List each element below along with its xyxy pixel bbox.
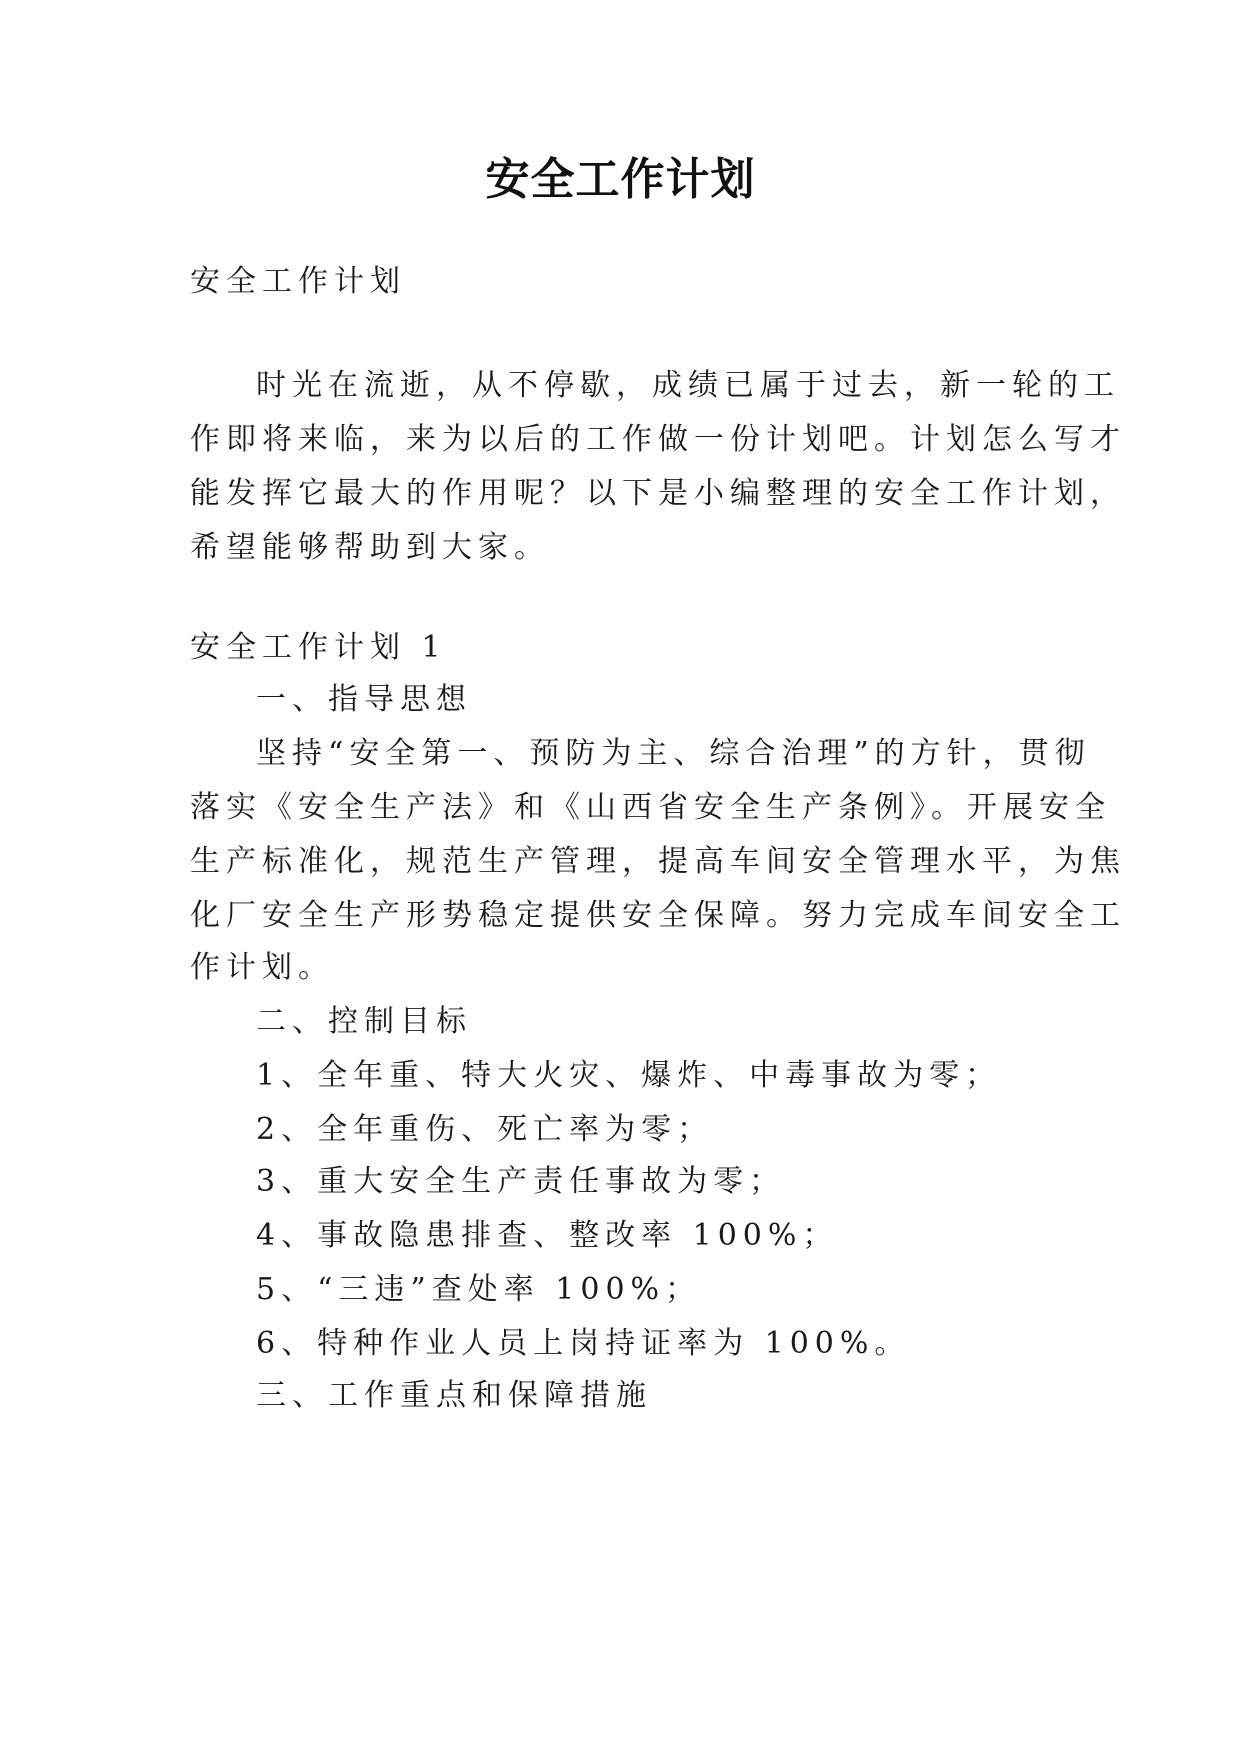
part1-body-line-4: 化厂安全生产形势稳定提供安全保障。努力完成车间安全工 [190, 898, 1126, 933]
part1-body-line-5: 作计划。 [190, 950, 334, 985]
section-heading: 安全工作计划 1 [190, 630, 447, 665]
document-subtitle: 安全工作计划 [190, 264, 406, 299]
target-item-4: 4、事故隐患排查、整改率 100%； [256, 1218, 839, 1253]
target-item-1: 1、全年重、特大火灾、爆炸、中毒事故为零； [256, 1058, 1002, 1093]
target-item-5: 5、“三违”查处率 100%； [256, 1272, 702, 1307]
document-title: 安全工作计划 [485, 154, 756, 205]
intro-line-3: 能发挥它最大的作用呢？以下是小编整理的安全工作计划， [190, 476, 1126, 511]
part1-body-line-1: 坚持“安全第一、预防为主、综合治理”的方针，贯彻 [256, 736, 1091, 771]
target-item-2: 2、全年重伤、死亡率为零； [256, 1112, 714, 1147]
part1-heading: 一、指导思想 [256, 682, 472, 717]
part2-heading: 二、控制目标 [256, 1004, 472, 1039]
intro-line-1: 时光在流逝，从不停歇，成绩已属于过去，新一轮的工 [256, 368, 1120, 403]
part1-body-line-3: 生产标准化，规范生产管理，提高车间安全管理水平，为焦 [190, 844, 1126, 879]
target-item-6: 6、特种作业人员上岗持证率为 100%。 [256, 1326, 911, 1361]
part3-heading: 三、工作重点和保障措施 [256, 1378, 652, 1413]
part1-body-line-2: 落实《安全生产法》和《山西省安全生产条例》。开展安全 [190, 790, 1111, 825]
intro-line-4: 希望能够帮助到大家。 [190, 530, 550, 565]
target-item-3: 3、重大安全生产责任事故为零； [256, 1164, 786, 1199]
intro-line-2: 作即将来临，来为以后的工作做一份计划吧。计划怎么写才 [190, 422, 1126, 457]
